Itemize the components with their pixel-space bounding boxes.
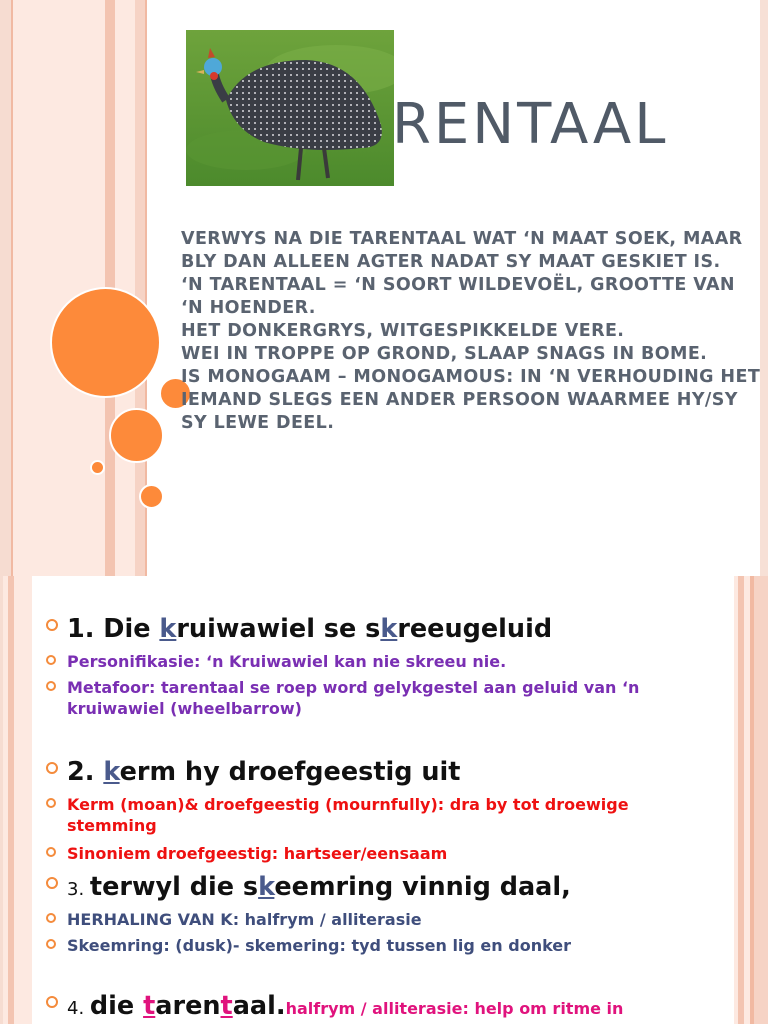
body-line: WEI IN TROPPE OP GROND, SLAAP SNAGS IN BOME. (181, 344, 708, 364)
bullet-icon (46, 939, 56, 949)
body-line: HET DONKERGRYS, WITGESPIKKELDE VERE. (181, 321, 625, 341)
slide-2: 1. Die kruiwawiel se skreeugeluid Personifikasie: ‘n Kruiwawiel kan nie skreeu nie. Metafoor: tarentaal se roep word gelykgestel aan geluid van ‘n kruiwawiel (wheelbarrow) 2. kerm hy droefgeestig uit Kerm (moan)& droefgeestig (mournfully): dra by tot droewige stemming Sinoniem droefgeestig: hartseer/eensaam 3. terwyl die skeemring vinnig daal, HERHALING VAN K: halfrym / alliterasie Skeemring: (dusk)- skemering: tyd tussen lig en donker 4. die tarentaal.halfrym / alliterasie: help om ritme in (0, 576, 768, 1024)
bullet-icon (46, 877, 58, 889)
bullet-icon (46, 847, 56, 857)
guineafowl-photo (186, 30, 394, 186)
bullet-icon (46, 996, 58, 1008)
bullet-icon (46, 798, 56, 808)
slide-title: RENTAAL (392, 92, 669, 157)
bullet-icon (46, 681, 56, 691)
left-stripes (0, 576, 32, 1024)
slide-body-text (181, 228, 761, 435)
bullet-icon (46, 762, 58, 774)
decorative-circle-small (90, 460, 105, 475)
bullet-icon (46, 655, 56, 665)
bullet-icon (46, 619, 58, 631)
decorative-circle (109, 408, 164, 463)
right-stripes (734, 576, 768, 1024)
body-line: ‘N TARENTAAL = ‘N SOORT WILDEVOËL, GROOTTE VAN ‘N HOENDER. (181, 275, 735, 318)
decorative-stripes (0, 0, 150, 576)
bullet-icon (46, 913, 56, 923)
body-line: IS MONOGAAM – MONOGAMOUS: IN ‘N VERHOUDING HET IEMAND SLEGS EEN ANDER PERSOON WAARMEE HY/SY SY LEWE DEEL. (181, 367, 761, 433)
right-stripe (760, 0, 768, 576)
decorative-circle-large (50, 287, 161, 398)
decorative-circle (139, 484, 164, 509)
body-line: VERWYS NA DIE TARENTAAL WAT ‘N MAAT SOEK, MAAR BLY DAN ALLEEN AGTER NADAT SY MAAT GESKIET IS. (181, 229, 743, 272)
